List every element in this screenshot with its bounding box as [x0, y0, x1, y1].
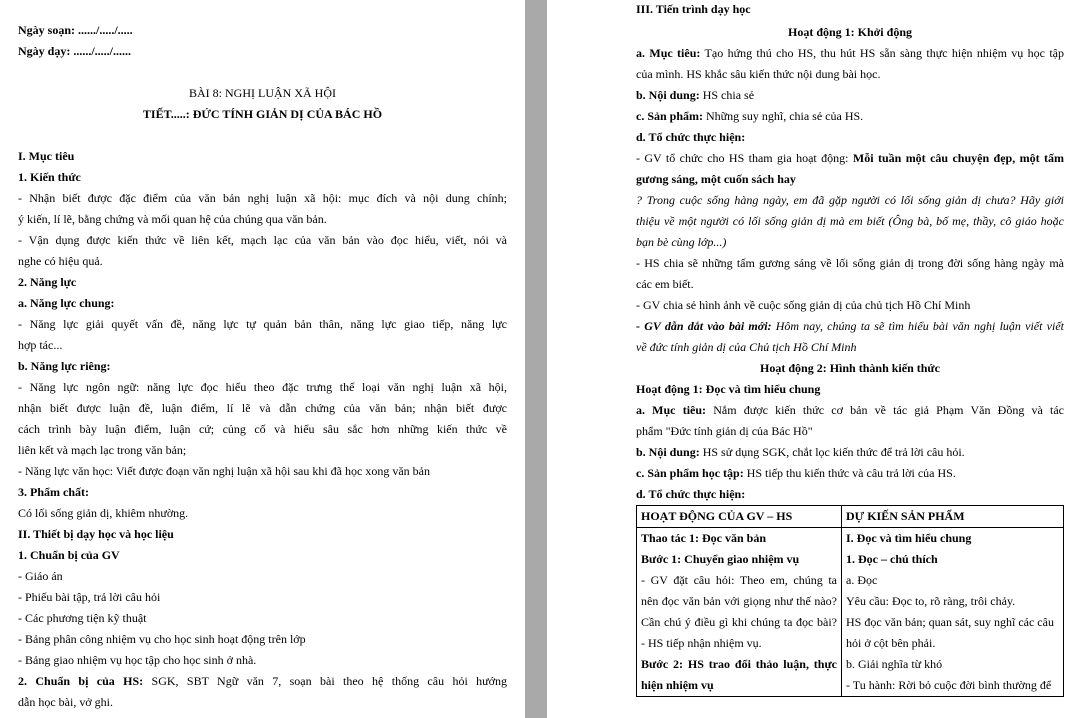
- product-label: c. Sản phẩm học tập:: [636, 466, 744, 480]
- student-share-line: - HS chia sẽ những tấm gương sáng về lối sống giản dị trong đời sống hàng ngày mà: [636, 256, 1064, 270]
- section-qualities: 3. Phẩm chất:: [18, 485, 89, 499]
- product-line: - Tu hành: Rời bỏ cuộc đời bình thường để: [846, 678, 1052, 692]
- activity-line: Bước 1: Chuyển giao nhiệm vụ: [641, 552, 800, 566]
- document-page-left: [0, 0, 525, 718]
- act1-organization: d. Tổ chức thực hiện:: [636, 130, 746, 144]
- product-line: I. Đọc và tìm hiểu chung: [846, 531, 972, 545]
- knowledge-line: - Nhận biết được đặc điểm của văn bản nghị luận xã hội: mục đích và nội dung chính;: [18, 191, 507, 205]
- act1-objective: [636, 43, 1064, 64]
- competence-line: - Năng lực giải quyết vấn đề, năng lực tự quản bản thân, năng lực giao tiếp, năng lực: [18, 317, 507, 331]
- lesson-title: BÀI 8: NGHỊ LUẬN XÃ HỘI: [189, 86, 336, 100]
- objective-text: Tạo hứng thú cho HS, thu hút HS sẵn sàng thực hiện nhiệm vụ học tập: [700, 46, 1064, 60]
- org-highlight: Mỗi tuần một câu chuyện đẹp, một tấm: [852, 151, 1064, 165]
- period-title: TIẾT.....: ĐỨC TÍNH GIẢN DỊ CỦA BÁC HỒ: [142, 107, 383, 121]
- activity-line: Cần chú ý điều gì khi chúng ta đọc bài?: [641, 615, 837, 629]
- sub-activity-1-title: Hoạt động 1: Đọc và tìm hiểu chung: [636, 382, 821, 396]
- activity-line: Bước 2: HS trao đổi thảo luận, thực: [641, 657, 837, 671]
- product-label: c. Sản phẩm:: [636, 109, 704, 123]
- product-line: HS đọc văn bản; quan sát, suy nghĩ các câu: [846, 615, 1054, 629]
- product-line: b. Giải nghĩa từ khó: [846, 657, 943, 671]
- products-cell: [842, 528, 1064, 697]
- act2-objective-cont: phẩm "Đức tính giản dị của Bác Hồ": [636, 424, 813, 438]
- activity-line: hiện nhiệm vụ: [641, 678, 714, 692]
- student-prep-line: [18, 671, 507, 692]
- competence-line: hợp tác...: [18, 338, 63, 352]
- product-text: HS tiếp thu kiến thức và câu trả lời của HS.: [743, 466, 956, 480]
- act1-organization-line: [636, 148, 1064, 169]
- knowledge-line: nghe có hiệu quả.: [18, 254, 103, 268]
- act2-organization: d. Tổ chức thực hiện:: [636, 487, 746, 501]
- teacher-share-line: - GV chia sẻ hình ảnh về cuộc sống giản dị của chủ tịch Hồ Chí Minh: [636, 298, 971, 312]
- spacer: [18, 62, 507, 83]
- activity-line: Thao tác 1: Đọc văn bản: [641, 531, 767, 545]
- activity-line: - HS tiếp nhận nhiệm vụ.: [641, 636, 762, 650]
- product-line: a. Đọc: [846, 573, 878, 587]
- knowledge-line: - Vận dụng được kiến thức về liên kết, mạch lạc của văn bản vào đọc hiểu, viết, nói và: [18, 233, 507, 247]
- objective-label: a. Mục tiêu:: [636, 403, 707, 417]
- lead-in-label: - GV dẫn dắt vào bài mới:: [636, 319, 772, 333]
- student-prep-text: SGK, SBT Ngữ văn 7, soạn bài theo hệ thống câu hỏi hướng: [143, 674, 507, 688]
- act1-product: [636, 106, 1064, 127]
- content-label: b. Nội dung:: [636, 88, 700, 102]
- section-knowledge: 1. Kiến thức: [18, 170, 81, 184]
- qualities-line: Có lối sống giản dị, khiêm nhường.: [18, 506, 189, 520]
- question-line: ? Trong cuộc sống hàng ngày, em đã gặp người có lối sống giản dị chưa? Hãy giới: [636, 193, 1064, 207]
- objective-label: a. Mục tiêu:: [636, 46, 701, 60]
- act1-content: [636, 85, 1064, 106]
- table-row: [637, 528, 1064, 697]
- question-line: thiệu về một người có lối sống giản dị mà em biết (Ông bà, bố mẹ, thầy, cô giáo hoặc: [636, 214, 1064, 228]
- student-share-line: các em biết.: [636, 277, 694, 291]
- content-text: HS chia sẻ: [699, 88, 755, 102]
- competence-line: - Năng lực ngôn ngữ: năng lực đọc hiểu theo đặc trưng thể loại văn nghị luận xã hội,: [18, 380, 507, 394]
- table-header-activities: HOẠT ĐỘNG CỦA GV – HS: [637, 506, 842, 528]
- teacher-prep-item: - Các phương tiện kỹ thuật: [18, 611, 147, 625]
- teacher-prep-item: - Bảng phân công nhiệm vụ cho học sinh hoạt động trên lớp: [18, 632, 306, 646]
- content-label: b. Nội dung:: [636, 445, 700, 459]
- section-objectives: I. Mục tiêu: [18, 149, 75, 163]
- section-specific-competence: b. Năng lực riêng:: [18, 359, 111, 373]
- lead-in-line: về đức tính giản dị của Chủ tịch Hồ Chí Minh: [636, 340, 857, 354]
- act2-objective: [636, 400, 1064, 421]
- product-text: Những suy nghĩ, chia sẻ của HS.: [703, 109, 864, 123]
- activity-2-title: Hoạt động 2: Hình thành kiến thức: [760, 361, 940, 375]
- table-header-products: DỰ KIẾN SẢN PHẨM: [842, 506, 1064, 528]
- activities-cell: [637, 528, 842, 697]
- activity-table: [636, 505, 1064, 697]
- activity-line: nên đọc văn bản với giọng như thế nào?: [641, 594, 837, 608]
- teacher-prep-item: - Phiếu bài tập, trả lời câu hỏi: [18, 590, 161, 604]
- lead-in-line: [636, 316, 1064, 337]
- teacher-prep-item: - Giáo án: [18, 569, 63, 583]
- competence-line: nhận biết được luận đề, luận điểm, lí lẽ và dẫn chứng của văn bản; nhận biết được: [18, 401, 507, 415]
- act2-product: [636, 463, 1064, 484]
- spacer: [18, 125, 507, 146]
- competence-line: cách trình bày luận điểm, luận cứ; củng cố và hiểu sâu sắc hơn những kiến thức về: [18, 422, 507, 436]
- section-teacher-prep: 1. Chuẩn bị của GV: [18, 548, 120, 562]
- section-materials: II. Thiết bị dạy học và học liệu: [18, 527, 174, 541]
- student-prep-label: 2. Chuẩn bị của HS:: [18, 674, 144, 688]
- act1-organization-line: gương sáng, một cuốn sách hay: [636, 172, 796, 186]
- product-line: 1. Đọc – chú thích: [846, 552, 938, 566]
- activity-line: - GV đặt câu hỏi: Theo em, chúng ta: [641, 573, 837, 587]
- section-competence: 2. Năng lực: [18, 275, 77, 289]
- product-line: hỏi ở cột bên phải.: [846, 636, 936, 650]
- competence-line: liên kết và mạch lạc trong văn bản;: [18, 443, 187, 457]
- lead-in-text: Hôm nay, chúng ta sẽ tìm hiểu bài văn nghị luận viết viết: [771, 319, 1064, 333]
- student-prep-line: dẫn học bài, vở ghi.: [18, 695, 113, 709]
- act1-objective-cont: của mình. HS khắc sâu kiến thức nội dung bài học.: [636, 67, 881, 81]
- section-general-competence: a. Năng lực chung:: [18, 296, 115, 310]
- prep-date: Ngày soạn: ....../...../.....: [18, 23, 133, 37]
- question-line: bạn bè cùng lớp...): [636, 235, 727, 249]
- org-text: - GV tổ chức cho HS tham gia hoạt động:: [636, 151, 853, 165]
- teacher-prep-item: - Bảng giao nhiệm vụ học tập cho học sinh ở nhà.: [18, 653, 257, 667]
- activity-1-title: Hoạt động 1: Khởi động: [787, 25, 912, 39]
- teach-date: Ngày dạy: ....../...../......: [18, 44, 132, 58]
- section-procedure: III. Tiến trình dạy học: [636, 2, 751, 16]
- document-page-right: [547, 0, 1078, 718]
- objective-text: Nắm được kiến thức cơ bản về tác giả Phạm Văn Đồng và tác: [706, 403, 1064, 417]
- act2-content: [636, 442, 1064, 463]
- competence-line: - Năng lực văn học: Viết được đoạn văn nghị luận xã hội sau khi đã học xong văn bản: [18, 464, 430, 478]
- product-line: Yêu cầu: Đọc to, rõ ràng, trôi chảy.: [846, 594, 1016, 608]
- knowledge-line: ý kiến, lí lẽ, bằng chứng và mối quan hệ của chúng qua văn bản.: [18, 212, 327, 226]
- table-header-row: [637, 506, 1064, 528]
- content-text: HS sử dụng SGK, chắt lọc kiến thức để trả lời câu hỏi.: [699, 445, 965, 459]
